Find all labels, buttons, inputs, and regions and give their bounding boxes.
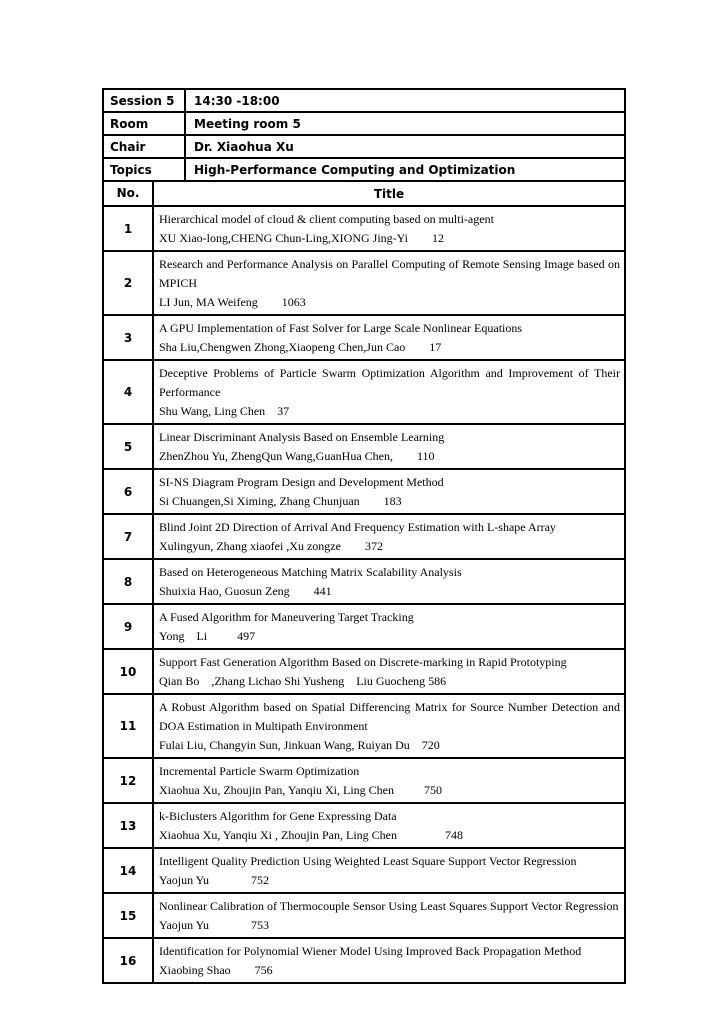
- topics-row: [102, 159, 626, 182]
- paper-entry: [154, 894, 624, 937]
- paper-entry: [154, 695, 624, 757]
- table-row: [102, 759, 626, 804]
- table-row: [102, 316, 626, 361]
- paper-title: Research and Performance Analysis on Parallel Computing of Remote Sensing Image based on MPICH: [159, 257, 620, 290]
- paper-authors: XU Xiao-long,CHENG Chun-Ling,XIONG Jing-Yi 12: [159, 231, 444, 245]
- paper-title: Deceptive Problems of Particle Swarm Optimization Algorithm and Improvement of Their Performance: [159, 366, 620, 399]
- table-row: [102, 695, 626, 759]
- paper-authors: Yaojun Yu 752: [159, 873, 270, 887]
- paper-number: 12: [104, 759, 154, 802]
- paper-authors: ZhenZhou Yu, ZhengQun Wang,GuanHua Chen, 110: [159, 449, 435, 463]
- paper-number: 16: [104, 939, 154, 982]
- paper-authors: LI Jun, MA Weifeng 1063: [159, 295, 306, 309]
- session-time: 14:30 -18:00: [194, 93, 280, 108]
- topics-label: Topics: [110, 162, 152, 177]
- table-row: [102, 939, 626, 984]
- paper-title: Hierarchical model of cloud & client computing based on multi-agent: [159, 212, 494, 226]
- paper-number: 11: [104, 695, 154, 757]
- table-row: [102, 894, 626, 939]
- paper-title: Blind Joint 2D Direction of Arrival And Frequency Estimation with L-shape Array: [159, 520, 556, 534]
- paper-authors: Si Chuangen,Si Ximing, Zhang Chunjuan 183: [159, 494, 402, 508]
- table-row: [102, 605, 626, 650]
- session-schedule: [102, 88, 626, 984]
- paper-authors: Qian Bo ,Zhang Lichao Shi Yusheng Liu Guocheng 586: [159, 674, 447, 688]
- session-row: [102, 88, 626, 113]
- paper-list: [102, 207, 626, 984]
- paper-authors: Shuixia Hao, Guosun Zeng 441: [159, 584, 332, 598]
- paper-title: SI-NS Diagram Program Design and Development Method: [159, 475, 444, 489]
- paper-title: A Fused Algorithm for Maneuvering Target Tracking: [159, 610, 414, 624]
- paper-authors: Xiaohua Xu, Zhoujin Pan, Yanqiu Xi, Ling Chen 750: [159, 783, 442, 797]
- paper-authors: Xiaobing Shao 756: [159, 963, 273, 977]
- paper-authors: Shu Wang, Ling Chen 37: [159, 404, 290, 418]
- paper-title: A Robust Algorithm based on Spatial Differencing Matrix for Source Number Detection and DOA Estimation in Multipath Environment: [159, 700, 620, 733]
- paper-entry: [154, 804, 624, 847]
- paper-number: 3: [104, 316, 154, 359]
- paper-title: Incremental Particle Swarm Optimization: [159, 764, 360, 778]
- paper-number: 13: [104, 804, 154, 847]
- paper-title: A GPU Implementation of Fast Solver for Large Scale Nonlinear Equations: [159, 321, 523, 335]
- paper-number: 5: [104, 425, 154, 468]
- table-row: [102, 470, 626, 515]
- paper-entry: [154, 560, 624, 603]
- chair-value: Dr. Xiaohua Xu: [194, 139, 294, 154]
- chair-row: [102, 136, 626, 159]
- table-row: [102, 650, 626, 695]
- paper-entry: [154, 759, 624, 802]
- paper-title: Linear Discriminant Analysis Based on Ensemble Learning: [159, 430, 445, 444]
- session-label: Session 5: [110, 93, 175, 108]
- paper-number: 4: [104, 361, 154, 423]
- paper-authors: Yaojun Yu 753: [159, 918, 270, 932]
- paper-number: 1: [104, 207, 154, 250]
- paper-number: 10: [104, 650, 154, 693]
- paper-authors: Xiaohua Xu, Yanqiu Xi , Zhoujin Pan, Ling Chen 748: [159, 828, 463, 842]
- paper-number: 15: [104, 894, 154, 937]
- paper-number: 8: [104, 560, 154, 603]
- room-value: Meeting room 5: [194, 116, 301, 131]
- paper-authors: Sha Liu,Chengwen Zhong,Xiaopeng Chen,Jun Cao 17: [159, 340, 442, 354]
- paper-number: 14: [104, 849, 154, 892]
- table-header: [102, 182, 626, 207]
- chair-label: Chair: [110, 139, 146, 154]
- paper-entry: [154, 650, 624, 693]
- column-header-title: Title: [373, 186, 405, 201]
- table-row: [102, 804, 626, 849]
- table-row: [102, 425, 626, 470]
- topics-value: High-Performance Computing and Optimization: [194, 162, 516, 177]
- paper-title: Identification for Polynomial Wiener Model Using Improved Back Propagation Method: [159, 944, 582, 958]
- paper-entry: [154, 939, 624, 982]
- paper-title: k-Biclusters Algorithm for Gene Expressing Data: [159, 809, 397, 823]
- paper-number: 7: [104, 515, 154, 558]
- table-row: [102, 252, 626, 316]
- paper-entry: [154, 849, 624, 892]
- paper-entry: [154, 207, 624, 250]
- paper-number: 2: [104, 252, 154, 314]
- paper-entry: [154, 361, 624, 423]
- table-row: [102, 560, 626, 605]
- room-label: Room: [110, 116, 149, 131]
- paper-authors: Xulingyun, Zhang xiaofei ,Xu zongze 372: [159, 539, 383, 553]
- paper-title: Support Fast Generation Algorithm Based on Discrete-marking in Rapid Prototyping: [159, 655, 567, 669]
- paper-number: 6: [104, 470, 154, 513]
- paper-entry: [154, 316, 624, 359]
- table-row: [102, 361, 626, 425]
- room-row: [102, 113, 626, 136]
- paper-entry: [154, 605, 624, 648]
- paper-title: Intelligent Quality Prediction Using Weighted Least Square Support Vector Regression: [159, 854, 577, 868]
- paper-entry: [154, 470, 624, 513]
- paper-authors: Yong Li 497: [159, 629, 256, 643]
- paper-title: Nonlinear Calibration of Thermocouple Sensor Using Least Squares Support Vector Regression: [159, 899, 619, 913]
- table-row: [102, 515, 626, 560]
- paper-authors: Fulai Liu, Changyin Sun, Jinkuan Wang, Ruiyan Du 720: [159, 738, 440, 752]
- table-row: [102, 849, 626, 894]
- paper-entry: [154, 515, 624, 558]
- paper-entry: [154, 425, 624, 468]
- paper-title: Based on Heterogeneous Matching Matrix Scalability Analysis: [159, 565, 462, 579]
- column-header-no: No.: [104, 182, 154, 205]
- paper-entry: [154, 252, 624, 314]
- table-row: [102, 207, 626, 252]
- paper-number: 9: [104, 605, 154, 648]
